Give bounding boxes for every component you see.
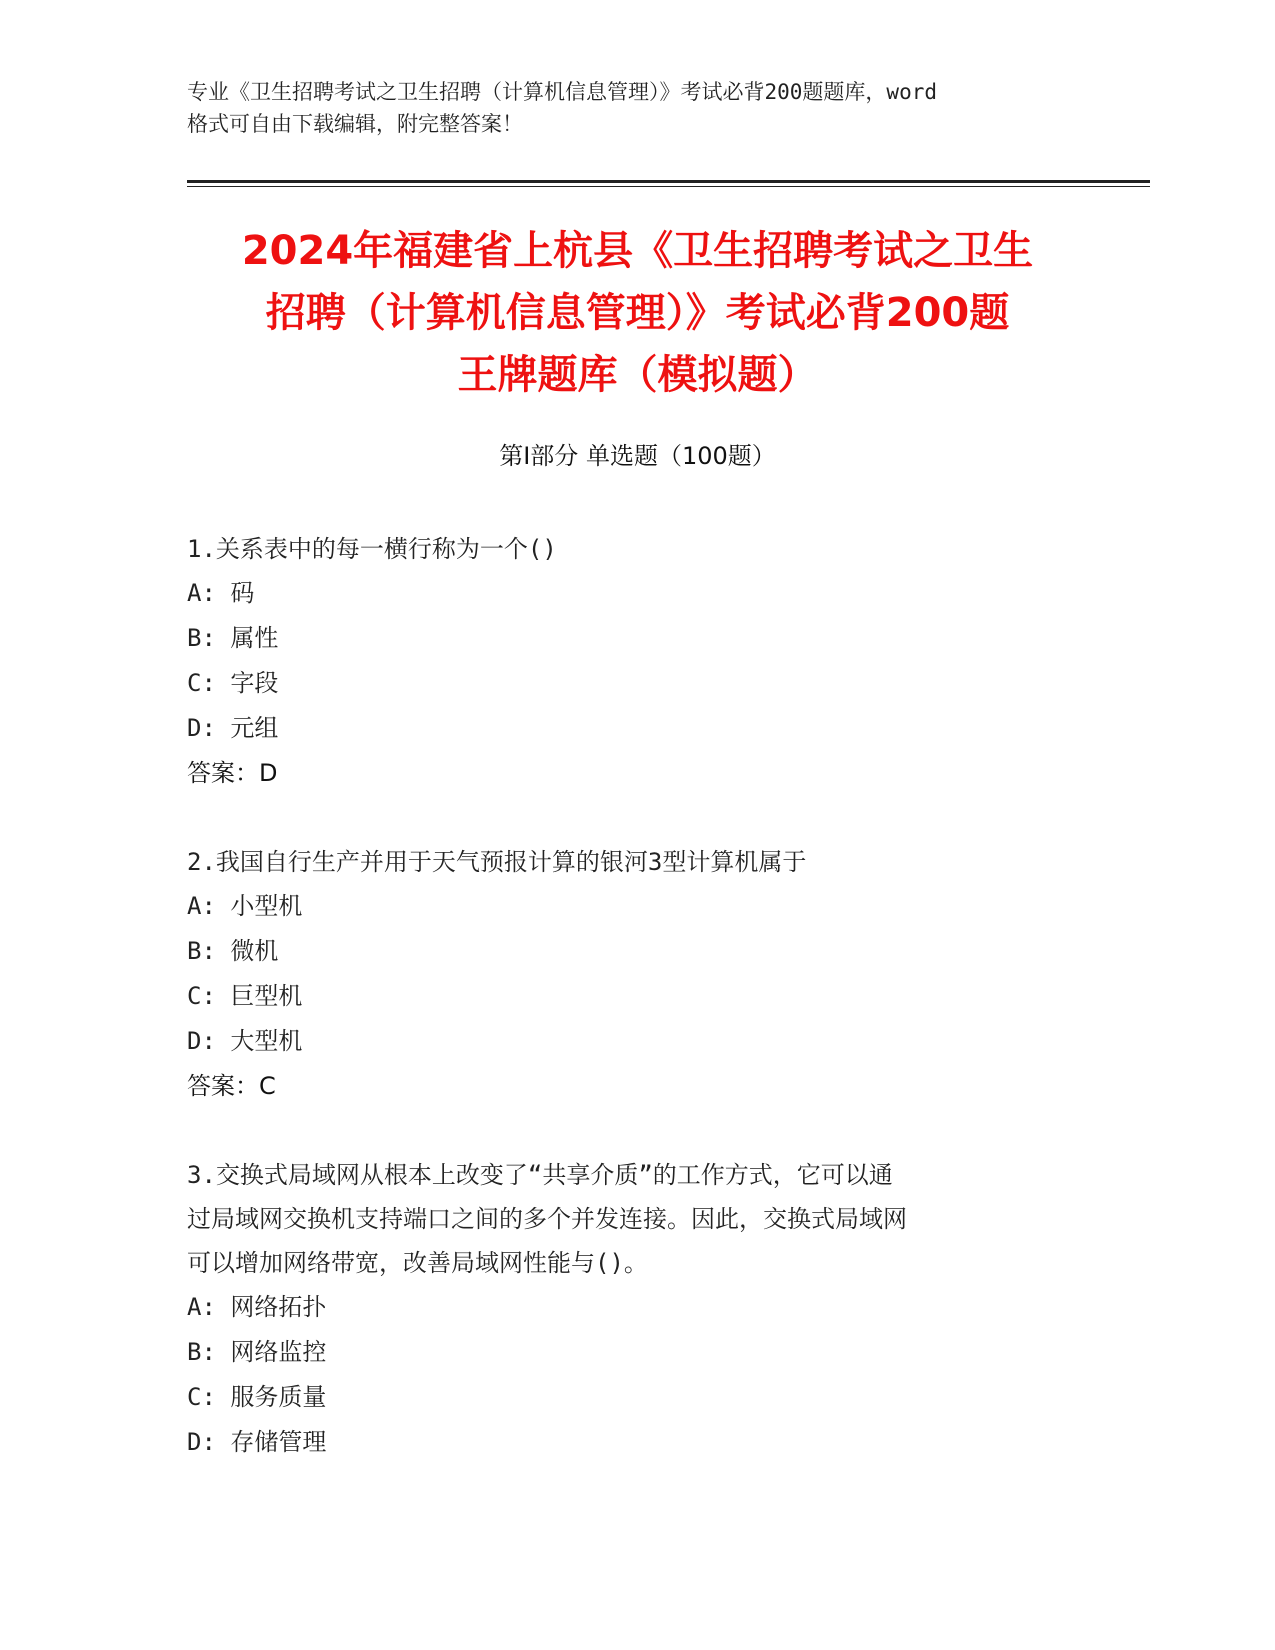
question-stem [187,527,1087,571]
header-note-line-1: 专业《卫生招聘考试之卫生招聘（计算机信息管理）》考试必背200题题库，word [187,80,937,104]
header-note-line-2: 格式可自由下载编辑，附完整答案！ [187,112,523,136]
option-b: B: 网络监控 [187,1338,327,1366]
answer-line: 答案：C [187,1072,276,1100]
question-stem-line: 过局域网交换机支持端口之间的多个并发连接。因此，交换式局域网 [187,1205,907,1233]
option-c: C: 巨型机 [187,982,303,1010]
section-title: 第I部分 单选题（100题） [499,442,776,470]
title-line-1: 2024年福建省上杭县《卫生招聘考试之卫生 [241,228,1034,274]
option-a: A: 小型机 [187,892,303,920]
title-line-3: 王牌题库（模拟题） [457,352,818,398]
question-stem-line: 可以增加网络带宽，改善局域网性能与()。 [187,1249,648,1277]
question-stem [187,840,1087,884]
option-a: A: 网络拓扑 [187,1293,327,1321]
document-title [150,220,1125,406]
header-note [187,76,1087,140]
option-a: A: 码 [187,579,255,607]
question-stem-line: 1.关系表中的每一横行称为一个() [187,535,557,563]
header-divider-thick [187,180,1150,183]
answer-line: 答案：D [187,759,278,787]
option-c: C: 服务质量 [187,1383,327,1411]
question-1 [187,527,1087,796]
header-divider-thin [187,186,1150,187]
question-stem-line: 3.交换式局域网从根本上改变了“共享介质”的工作方式，它可以通 [187,1161,893,1189]
option-b: B: 微机 [187,937,279,965]
question-2 [187,840,1087,1109]
option-b: B: 属性 [187,624,279,652]
question-stem-line: 2.我国自行生产并用于天气预报计算的银河3型计算机属于 [187,848,807,876]
option-c: C: 字段 [187,669,279,697]
option-d: D: 大型机 [187,1027,303,1055]
title-line-2: 招聘（计算机信息管理）》考试必背200题 [265,290,1010,336]
question-list [187,527,1087,1509]
option-d: D: 存储管理 [187,1428,327,1456]
question-stem [187,1153,1087,1285]
option-d: D: 元组 [187,714,279,742]
question-3 [187,1153,1087,1465]
